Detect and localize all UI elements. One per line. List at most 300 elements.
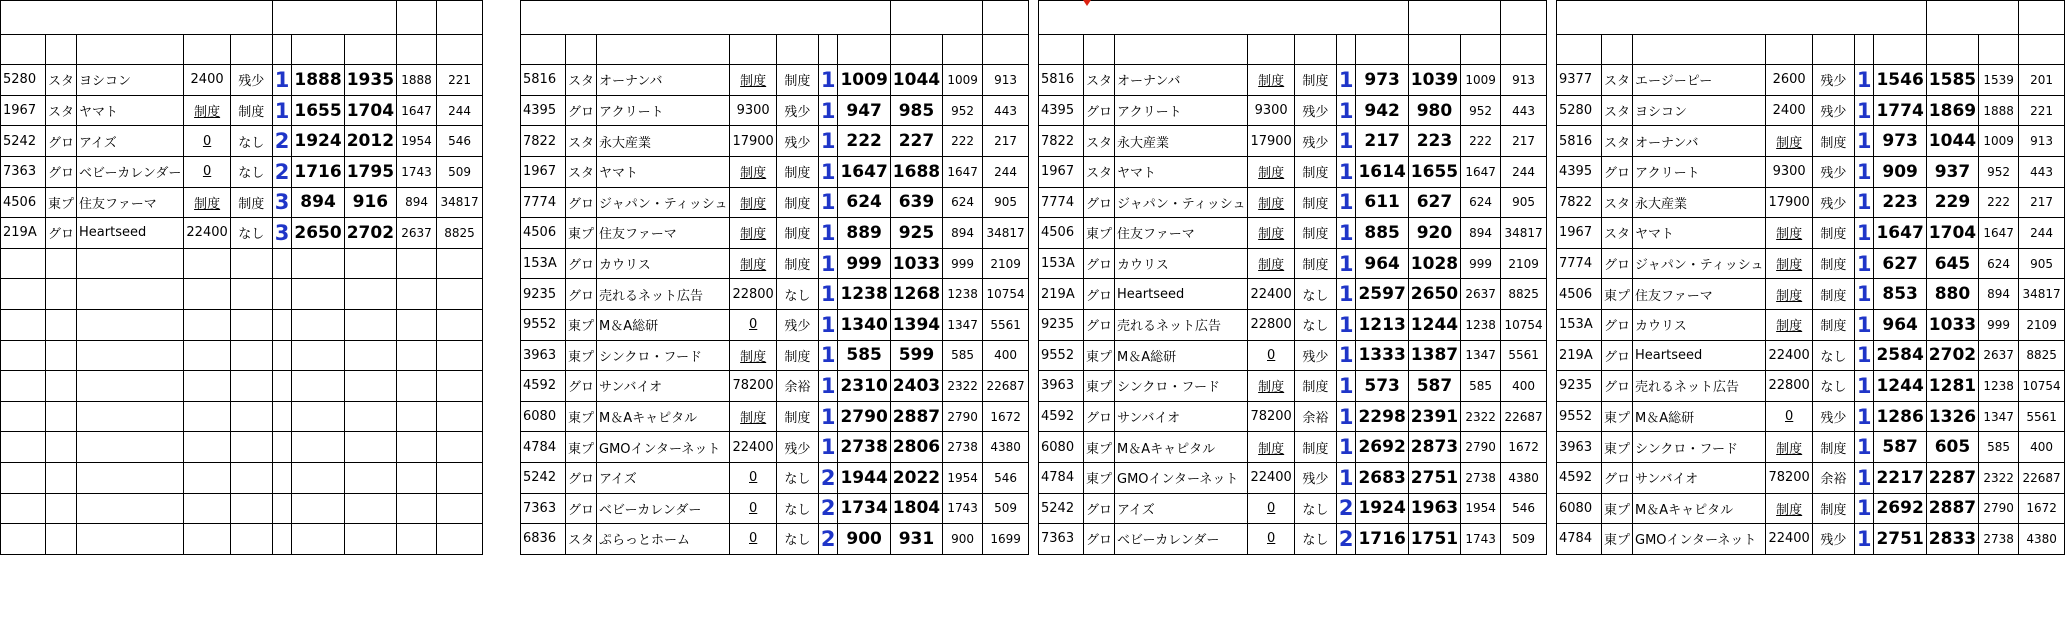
cell-raku bbox=[730, 309, 776, 340]
empty-cell bbox=[344, 340, 396, 371]
cell-sb: 制度 bbox=[1294, 248, 1336, 279]
cell-hi: 2873 bbox=[1408, 432, 1460, 463]
empty-cell bbox=[344, 462, 396, 493]
cell-raku-value: 制度 bbox=[1776, 258, 1803, 274]
table-row bbox=[1557, 371, 2065, 402]
cell-turnover: 5561 bbox=[2019, 401, 2065, 432]
cell-name: M＆Aキャピタル bbox=[597, 401, 730, 432]
cell-hi: 937 bbox=[1926, 156, 1978, 187]
cell-hi: 1033 bbox=[890, 248, 942, 279]
cell-code: 5242 bbox=[1039, 493, 1084, 524]
cell-prev: 894 bbox=[397, 187, 437, 218]
empty-row bbox=[1, 248, 483, 279]
table-row bbox=[1039, 493, 1547, 524]
empty-cell bbox=[437, 309, 483, 340]
column-header-part bbox=[1602, 34, 1633, 65]
cell-raku bbox=[184, 218, 230, 249]
empty-cell bbox=[46, 340, 77, 371]
cell-prev: 1347 bbox=[1979, 401, 2019, 432]
cell-sb: 残少 bbox=[1294, 126, 1336, 157]
cell-raku-value: 制度 bbox=[1258, 258, 1285, 274]
cell-lo: 973 bbox=[1356, 65, 1408, 96]
cell-part: スタ bbox=[566, 65, 597, 96]
cell-code: 153A bbox=[1557, 309, 1602, 340]
cell-raku bbox=[1766, 95, 1812, 126]
table-row bbox=[1557, 493, 2065, 524]
unit-label bbox=[2019, 1, 2065, 35]
column-header-turnover bbox=[1501, 34, 1547, 65]
cell-turnover: 400 bbox=[983, 340, 1029, 371]
cell-hi: 2650 bbox=[1408, 279, 1460, 310]
empty-cell bbox=[230, 401, 272, 432]
empty-row bbox=[1, 432, 483, 463]
table-row bbox=[1039, 126, 1547, 157]
table-row bbox=[1, 218, 483, 249]
cell-raku bbox=[1248, 401, 1294, 432]
empty-cell bbox=[292, 340, 344, 371]
cell-raku bbox=[1248, 65, 1294, 96]
cell-name: ベビーカレンダー bbox=[77, 156, 184, 187]
cell-raku-value: 制度 bbox=[1776, 227, 1803, 243]
cell-prev: 2790 bbox=[1979, 493, 2019, 524]
cell-hi: 1869 bbox=[1926, 95, 1978, 126]
empty-cell bbox=[292, 462, 344, 493]
cell-lv: 1 bbox=[1854, 248, 1874, 279]
cell-hi: 920 bbox=[1408, 218, 1460, 249]
cell-lo: 964 bbox=[1356, 248, 1408, 279]
empty-cell bbox=[292, 432, 344, 463]
cell-sb: なし bbox=[776, 524, 818, 555]
cell-sb: 残少 bbox=[776, 432, 818, 463]
cell-lo: 2790 bbox=[838, 401, 890, 432]
cell-raku bbox=[184, 95, 230, 126]
table-row bbox=[1, 126, 483, 157]
cell-lo: 2584 bbox=[1874, 340, 1926, 371]
unit-label bbox=[1501, 1, 1547, 35]
cell-code: 5816 bbox=[1557, 126, 1602, 157]
cell-turnover: 244 bbox=[2019, 218, 2065, 249]
empty-cell bbox=[46, 401, 77, 432]
cell-code: 5816 bbox=[1039, 65, 1084, 96]
empty-cell bbox=[397, 1, 437, 35]
cell-hi: 1935 bbox=[344, 65, 396, 96]
cell-name: オーナンバ bbox=[597, 65, 730, 96]
cell-turnover: 1672 bbox=[2019, 493, 2065, 524]
cell-raku bbox=[184, 156, 230, 187]
cell-raku-value: 78200 bbox=[1250, 409, 1292, 425]
cell-raku-value: 0 bbox=[749, 317, 758, 333]
cell-turnover: 443 bbox=[1501, 95, 1547, 126]
cell-prev: 999 bbox=[943, 248, 983, 279]
empty-cell bbox=[77, 371, 184, 402]
empty-cell bbox=[437, 401, 483, 432]
cell-sb: なし bbox=[230, 218, 272, 249]
cell-part: グロ bbox=[1084, 524, 1115, 555]
table-row bbox=[1039, 462, 1547, 493]
empty-cell bbox=[46, 524, 77, 555]
unit-label bbox=[437, 1, 483, 35]
column-header-sb bbox=[1812, 34, 1854, 65]
cell-part: グロ bbox=[1602, 248, 1633, 279]
cell-sb: 残少 bbox=[1294, 95, 1336, 126]
empty-cell bbox=[230, 432, 272, 463]
cell-raku bbox=[1766, 432, 1812, 463]
cell-prev: 585 bbox=[1461, 371, 1501, 402]
cell-sb: 制度 bbox=[1812, 248, 1854, 279]
table-row bbox=[1557, 279, 2065, 310]
cell-hi: 2702 bbox=[344, 218, 396, 249]
empty-cell bbox=[230, 340, 272, 371]
cell-part: グロ bbox=[1084, 95, 1115, 126]
cell-lo: 624 bbox=[838, 187, 890, 218]
cell-raku-value: 17900 bbox=[1768, 194, 1810, 210]
cell-code: 6080 bbox=[1557, 493, 1602, 524]
cell-hi: 1394 bbox=[890, 309, 942, 340]
cell-raku-value: 制度 bbox=[1776, 288, 1803, 304]
column-header-code bbox=[1039, 34, 1084, 65]
cell-part: グロ bbox=[1084, 279, 1115, 310]
cell-name: アクリート bbox=[1115, 95, 1248, 126]
column-header-turnover bbox=[437, 34, 483, 65]
cell-sb: なし bbox=[230, 126, 272, 157]
cell-prev: 1347 bbox=[1461, 340, 1501, 371]
cell-sb: なし bbox=[1294, 279, 1336, 310]
cell-turnover: 221 bbox=[2019, 95, 2065, 126]
cell-name: オーナンバ bbox=[1115, 65, 1248, 96]
cell-lo: 1924 bbox=[292, 126, 344, 157]
cell-name: 永大産業 bbox=[1115, 126, 1248, 157]
cell-lo: 587 bbox=[1874, 432, 1926, 463]
cell-sb: 制度 bbox=[1294, 156, 1336, 187]
column-header-name bbox=[77, 34, 184, 65]
cell-lv: 1 bbox=[1854, 126, 1874, 157]
cell-prev: 1954 bbox=[397, 126, 437, 157]
range-table-c bbox=[1038, 0, 1547, 555]
cell-hi: 1244 bbox=[1408, 309, 1460, 340]
cell-raku-value: 22400 bbox=[186, 225, 228, 241]
empty-cell bbox=[46, 248, 77, 279]
cell-prev: 999 bbox=[1461, 248, 1501, 279]
unit-label bbox=[983, 1, 1029, 35]
cell-name: オーナンバ bbox=[1633, 126, 1766, 157]
cell-sb: 制度 bbox=[776, 65, 818, 96]
cell-part: グロ bbox=[1084, 187, 1115, 218]
cell-raku-value: 制度 bbox=[194, 196, 221, 212]
cell-lv: 1 bbox=[1336, 371, 1356, 402]
cell-code: 3963 bbox=[1039, 371, 1084, 402]
cell-lo: 1244 bbox=[1874, 371, 1926, 402]
empty-cell bbox=[272, 493, 292, 524]
empty-cell bbox=[46, 462, 77, 493]
table-row bbox=[1557, 401, 2065, 432]
cell-raku bbox=[1766, 248, 1812, 279]
cell-sb: 制度 bbox=[1812, 218, 1854, 249]
cell-sb: 残少 bbox=[1294, 340, 1336, 371]
empty-cell bbox=[437, 462, 483, 493]
column-header-hi bbox=[344, 34, 396, 65]
cell-hi: 2887 bbox=[1926, 493, 1978, 524]
column-header-prev bbox=[943, 34, 983, 65]
cell-part: グロ bbox=[1602, 309, 1633, 340]
cell-code: 7363 bbox=[521, 493, 566, 524]
cell-turnover: 34817 bbox=[437, 187, 483, 218]
table-row bbox=[1039, 218, 1547, 249]
cell-turnover: 5561 bbox=[983, 309, 1029, 340]
cell-raku-value: 22400 bbox=[1250, 286, 1292, 302]
cell-name: 永大産業 bbox=[597, 126, 730, 157]
empty-cell bbox=[397, 309, 437, 340]
cell-prev: 1539 bbox=[1979, 65, 2019, 96]
cell-hi: 1688 bbox=[890, 156, 942, 187]
table-row bbox=[521, 218, 1029, 249]
column-header-code bbox=[521, 34, 566, 65]
cell-prev: 1238 bbox=[1979, 371, 2019, 402]
cell-turnover: 244 bbox=[437, 95, 483, 126]
cell-prev: 1743 bbox=[397, 156, 437, 187]
cell-raku-value: 22400 bbox=[1768, 347, 1810, 363]
empty-row bbox=[1, 401, 483, 432]
cell-code: 4395 bbox=[1039, 95, 1084, 126]
cell-lo: 1716 bbox=[1356, 524, 1408, 555]
cell-turnover: 913 bbox=[983, 65, 1029, 96]
cell-raku bbox=[1248, 95, 1294, 126]
cell-turnover: 8825 bbox=[2019, 340, 2065, 371]
cell-name: M＆Aキャピタル bbox=[1633, 493, 1766, 524]
cell-lv: 1 bbox=[1336, 248, 1356, 279]
cell-name: ベビーカレンダー bbox=[597, 493, 730, 524]
cell-name: サンバイオ bbox=[1115, 401, 1248, 432]
column-header-lv bbox=[272, 34, 292, 65]
cell-hi: 2403 bbox=[890, 371, 942, 402]
cell-raku bbox=[1766, 279, 1812, 310]
table-row bbox=[521, 371, 1029, 402]
cell-prev: 624 bbox=[1979, 248, 2019, 279]
empty-cell bbox=[1, 524, 46, 555]
cell-prev: 1954 bbox=[1461, 493, 1501, 524]
cell-raku-value: 制度 bbox=[1776, 502, 1803, 518]
table-row bbox=[521, 462, 1029, 493]
cell-hi: 980 bbox=[1408, 95, 1460, 126]
cell-raku bbox=[1766, 309, 1812, 340]
empty-cell bbox=[272, 524, 292, 555]
table-row bbox=[1, 95, 483, 126]
cell-raku bbox=[1766, 340, 1812, 371]
cell-hi: 1387 bbox=[1408, 340, 1460, 371]
range-title bbox=[1557, 1, 1927, 35]
cell-lv: 1 bbox=[1854, 371, 1874, 402]
table-row bbox=[521, 340, 1029, 371]
empty-cell bbox=[437, 432, 483, 463]
cell-hi: 605 bbox=[1926, 432, 1978, 463]
cell-part: スタ bbox=[566, 524, 597, 555]
cell-code: 4592 bbox=[521, 371, 566, 402]
cell-turnover: 5561 bbox=[1501, 340, 1547, 371]
cell-part: 東プ bbox=[1084, 462, 1115, 493]
cell-sb: なし bbox=[1294, 309, 1336, 340]
cell-turnover: 34817 bbox=[1501, 218, 1547, 249]
cell-code: 6080 bbox=[1039, 432, 1084, 463]
cell-prev: 2790 bbox=[943, 401, 983, 432]
cell-lv: 1 bbox=[818, 279, 838, 310]
cell-raku bbox=[1766, 401, 1812, 432]
cell-sb: 制度 bbox=[776, 156, 818, 187]
table-row bbox=[1557, 462, 2065, 493]
cell-raku bbox=[184, 65, 230, 96]
cell-code: 6836 bbox=[521, 524, 566, 555]
cell-raku-value: 制度 bbox=[1258, 380, 1285, 396]
column-header-hi bbox=[1926, 34, 1978, 65]
cell-raku bbox=[730, 126, 776, 157]
cell-part: グロ bbox=[566, 95, 597, 126]
cell-prev: 2322 bbox=[1461, 401, 1501, 432]
cell-raku-value: 2400 bbox=[1772, 103, 1806, 119]
cell-part: スタ bbox=[46, 65, 77, 96]
cell-raku bbox=[1248, 279, 1294, 310]
cell-name: ジャパン・ティッシュ bbox=[1633, 248, 1766, 279]
cell-lv: 1 bbox=[818, 401, 838, 432]
cell-name: ヨシコン bbox=[77, 65, 184, 96]
cell-part: スタ bbox=[1602, 65, 1633, 96]
cell-turnover: 22687 bbox=[2019, 462, 2065, 493]
table-row bbox=[1557, 309, 2065, 340]
table-row bbox=[521, 309, 1029, 340]
cell-raku-value: 22400 bbox=[1250, 470, 1292, 486]
cell-raku bbox=[1248, 432, 1294, 463]
cell-name: 売れるネット広告 bbox=[597, 279, 730, 310]
cell-code: 9552 bbox=[1039, 340, 1084, 371]
cell-lv: 1 bbox=[818, 371, 838, 402]
cell-lo: 2692 bbox=[1356, 432, 1408, 463]
cell-lv: 1 bbox=[1336, 65, 1356, 96]
cell-prev: 1647 bbox=[1461, 156, 1501, 187]
cell-part: グロ bbox=[1084, 309, 1115, 340]
empty-cell bbox=[46, 279, 77, 310]
cell-hi: 1028 bbox=[1408, 248, 1460, 279]
cell-lo: 2751 bbox=[1874, 524, 1926, 555]
empty-cell bbox=[397, 371, 437, 402]
cell-part: 東プ bbox=[46, 187, 77, 218]
cell-raku-value: 制度 bbox=[1258, 74, 1285, 90]
cell-raku-value: 制度 bbox=[740, 74, 767, 90]
cell-lv: 1 bbox=[1336, 432, 1356, 463]
cell-sb: 残少 bbox=[1812, 95, 1854, 126]
cell-prev: 1647 bbox=[943, 156, 983, 187]
cell-lv: 1 bbox=[818, 156, 838, 187]
cell-prev: 1347 bbox=[943, 309, 983, 340]
cell-sb: 制度 bbox=[1812, 309, 1854, 340]
empty-cell bbox=[272, 371, 292, 402]
cell-raku-value: 制度 bbox=[1776, 135, 1803, 151]
cell-raku bbox=[730, 340, 776, 371]
cell-name: Heartseed bbox=[1115, 279, 1248, 310]
cell-raku-value: 9300 bbox=[736, 103, 770, 119]
cell-sb: 残少 bbox=[1812, 65, 1854, 96]
cell-raku bbox=[730, 156, 776, 187]
cell-raku bbox=[1766, 493, 1812, 524]
column-header-lo bbox=[1874, 34, 1926, 65]
table-row bbox=[1039, 279, 1547, 310]
cell-hi: 223 bbox=[1408, 126, 1460, 157]
cell-lo: 223 bbox=[1874, 187, 1926, 218]
range-title bbox=[521, 1, 891, 35]
cell-name: ヤマト bbox=[1633, 218, 1766, 249]
cell-sb: 制度 bbox=[1812, 493, 1854, 524]
cell-raku bbox=[1248, 156, 1294, 187]
cell-lo: 627 bbox=[1874, 248, 1926, 279]
cell-code: 1967 bbox=[1, 95, 46, 126]
cell-name: M＆A総研 bbox=[1633, 401, 1766, 432]
cell-name: 住友ファーマ bbox=[1115, 218, 1248, 249]
cell-lv: 1 bbox=[1336, 156, 1356, 187]
cell-raku bbox=[1766, 187, 1812, 218]
cell-raku bbox=[1248, 218, 1294, 249]
empty-cell bbox=[344, 371, 396, 402]
cell-sb: 残少 bbox=[1812, 401, 1854, 432]
cell-lv: 1 bbox=[1336, 309, 1356, 340]
table-row bbox=[1557, 340, 2065, 371]
cell-raku-value: 78200 bbox=[732, 378, 774, 394]
cell-part: スタ bbox=[1602, 187, 1633, 218]
cell-turnover: 913 bbox=[1501, 65, 1547, 96]
empty-cell bbox=[184, 432, 230, 463]
cell-lo: 1924 bbox=[1356, 493, 1408, 524]
cell-code: 153A bbox=[521, 248, 566, 279]
table-row bbox=[1, 65, 483, 96]
cell-raku bbox=[730, 371, 776, 402]
cell-hi: 627 bbox=[1408, 187, 1460, 218]
cell-part: グロ bbox=[566, 371, 597, 402]
cell-code: 7363 bbox=[1, 156, 46, 187]
cell-prev: 894 bbox=[1461, 218, 1501, 249]
empty-cell bbox=[230, 248, 272, 279]
cell-name: ヤマト bbox=[1115, 156, 1248, 187]
cell-lo: 885 bbox=[1356, 218, 1408, 249]
cell-prev: 585 bbox=[943, 340, 983, 371]
cell-lv: 1 bbox=[1336, 462, 1356, 493]
cell-prev: 1743 bbox=[1461, 524, 1501, 555]
cell-prev: 1888 bbox=[1979, 95, 2019, 126]
cell-lo: 894 bbox=[292, 187, 344, 218]
cell-sb: なし bbox=[776, 493, 818, 524]
empty-cell bbox=[292, 371, 344, 402]
cell-lo: 1009 bbox=[838, 65, 890, 96]
cell-lo: 2650 bbox=[292, 218, 344, 249]
cell-raku-value: 制度 bbox=[740, 411, 767, 427]
cell-lo: 889 bbox=[838, 218, 890, 249]
table-row bbox=[1557, 95, 2065, 126]
cell-raku-value: 2600 bbox=[1772, 72, 1806, 88]
cell-hi: 639 bbox=[890, 187, 942, 218]
column-header-part bbox=[566, 34, 597, 65]
column-header-prev bbox=[1979, 34, 2019, 65]
table-row bbox=[1039, 156, 1547, 187]
empty-cell bbox=[230, 309, 272, 340]
cell-hi: 2702 bbox=[1926, 340, 1978, 371]
cell-lv: 1 bbox=[818, 432, 838, 463]
cell-hi: 1039 bbox=[1408, 65, 1460, 96]
cell-hi: 1704 bbox=[344, 95, 396, 126]
cell-raku-value: 制度 bbox=[1776, 319, 1803, 335]
empty-cell bbox=[437, 493, 483, 524]
cell-lv: 2 bbox=[272, 126, 292, 157]
table-row bbox=[1557, 187, 2065, 218]
cell-code: 5280 bbox=[1557, 95, 1602, 126]
cell-lv: 1 bbox=[1854, 493, 1874, 524]
empty-cell bbox=[344, 401, 396, 432]
cell-raku bbox=[730, 218, 776, 249]
cell-prev: 624 bbox=[943, 187, 983, 218]
cell-name: 住友ファーマ bbox=[77, 187, 184, 218]
